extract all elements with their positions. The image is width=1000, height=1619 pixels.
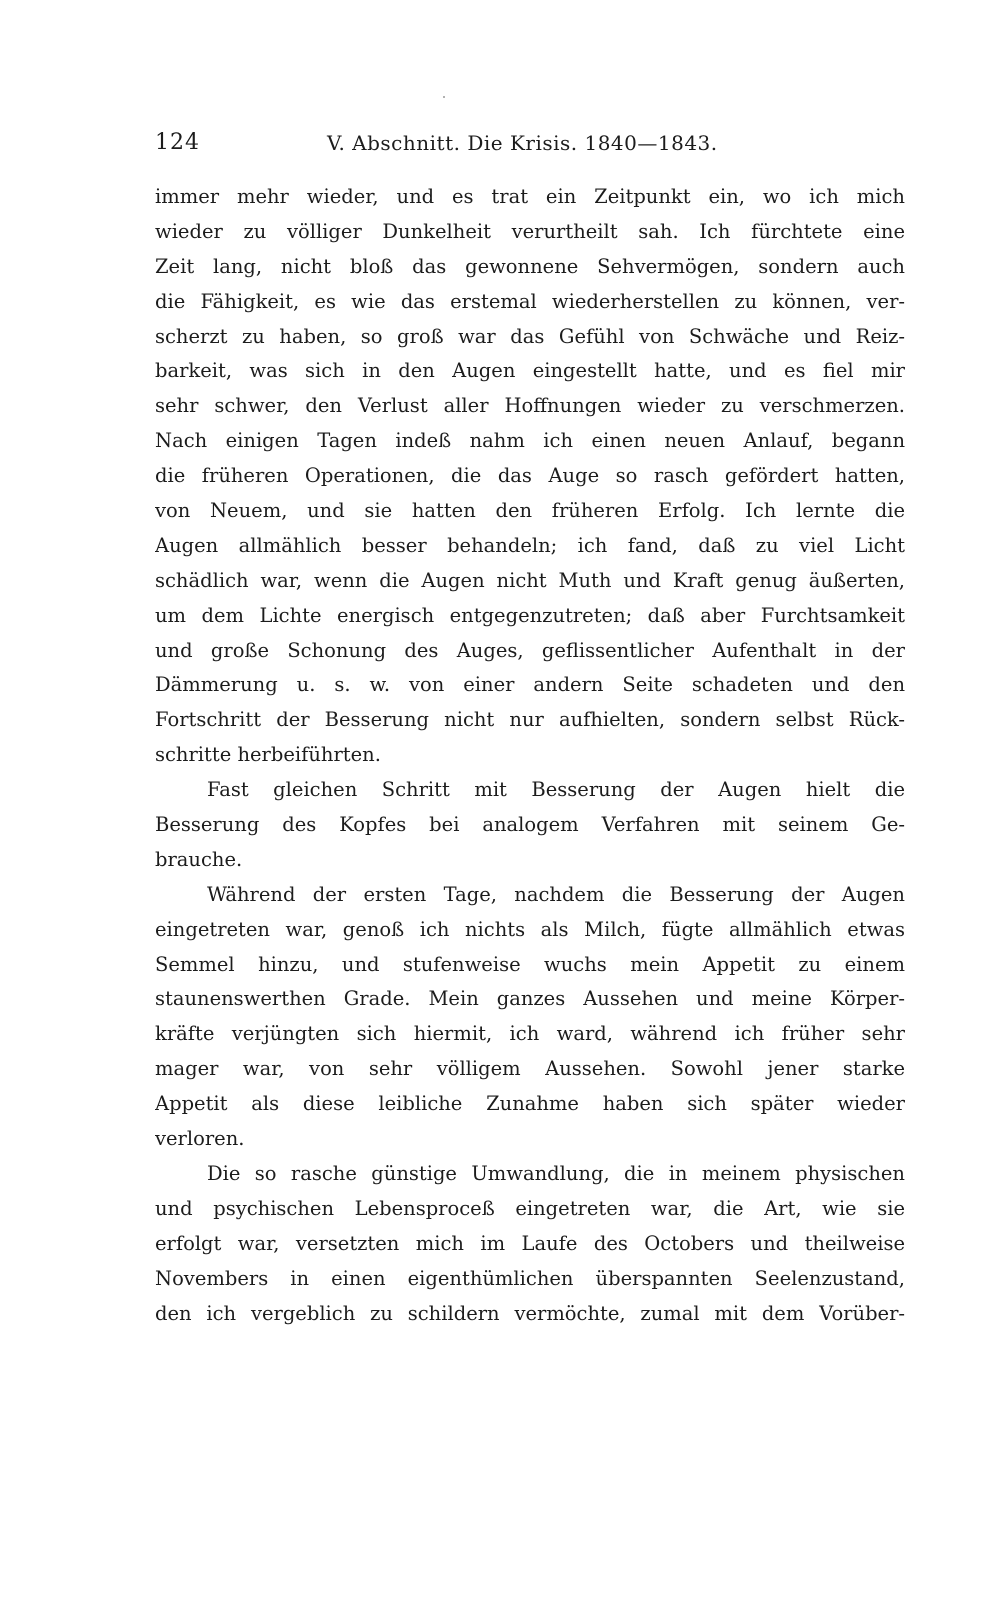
paragraph-end-line: brauche. [155,847,243,871]
text-line: den ich vergeblich zu schildern vermöchte, zumal mit dem Vorüber- [155,1301,905,1325]
text-line: Besserung des Kopfes bei analogem Verfahren mit seinem Ge- [155,813,905,837]
text-line: um dem Lichte energisch entgegenzutreten; daß aber Furchtsamkeit [155,603,905,627]
paragraph-start-line: Die so rasche günstige Umwandlung, die in meinem physischen [207,1161,905,1185]
text-line: die früheren Operationen, die das Auge so rasch gefördert hatten, [155,464,905,488]
paragraph-end-line: schritte herbeiführten. [155,743,381,767]
text-line: sehr schwer, den Verlust aller Hoffnungen wieder zu verschmerzen. [155,394,905,418]
text-line: barkeit, was sich in den Augen eingestellt hatte, und es fiel mir [155,359,905,383]
text-line: eingetreten war, genoß ich nichts als Milch, fügte allmählich etwas [155,917,905,941]
text-line: mager war, von sehr völligem Aussehen. Sowohl jener starke [155,1057,905,1081]
text-line: und große Schonung des Auges, geflissentlicher Aufenthalt in der [155,638,905,662]
text-line: Novembers in einen eigenthümlichen überspannten Seelenzustand, [155,1266,905,1290]
paper-speck [443,96,445,98]
paragraph-start-line: Fast gleichen Schritt mit Besserung der Augen hielt die [207,778,905,802]
text-line: von Neuem, und sie hatten den früheren Erfolg. Ich lernte die [155,499,905,523]
paragraph-start-line: Während der ersten Tage, nachdem die Besserung der Augen [207,882,905,906]
text-line: Zeit lang, nicht bloß das gewonnene Sehvermögen, sondern auch [155,254,905,278]
text-line: Appetit als diese leibliche Zunahme haben sich später wieder [155,1092,905,1116]
text-line: schädlich war, wenn die Augen nicht Muth und Kraft genug äußerten, [155,568,905,592]
text-line: und psychischen Lebensproceß eingetreten war, die Art, wie sie [155,1196,905,1220]
text-line: scherzt zu haben, so groß war das Gefühl von Schwäche und Reiz- [155,324,905,348]
paragraph-end-line: verloren. [155,1127,245,1151]
text-line: staunenswerthen Grade. Mein ganzes Aussehen und meine Körper- [155,987,905,1011]
page-header [155,128,905,158]
running-head: V. Abschnitt. Die Krisis. 1840—1843. [327,131,718,155]
text-line: kräfte verjüngten sich hiermit, ich ward, während ich früher sehr [155,1022,905,1046]
text-line: erfolgt war, versetzten mich im Laufe des Octobers und theilweise [155,1231,905,1255]
text-line: Semmel hinzu, und stufenweise wuchs mein Appetit zu einem [155,952,905,976]
text-line: Nach einigen Tagen indeß nahm ich einen neuen Anlauf, begann [155,429,905,453]
text-line: Augen allmählich besser behandeln; ich fand, daß zu viel Licht [155,533,905,557]
page-number: 124 [155,130,200,155]
text-line: immer mehr wieder, und es trat ein Zeitpunkt ein, wo ich mich [155,185,905,208]
text-line: wieder zu völliger Dunkelheit verurtheilt sah. Ich fürchtete eine [155,219,905,243]
text-line: Fortschritt der Besserung nicht nur aufhielten, sondern selbst Rück- [155,708,905,732]
text-line: die Fähigkeit, es wie das erstemal wiederherstellen zu können, ver- [155,289,905,313]
text-line: Dämmerung u. s. w. von einer andern Seite schadeten und den [155,673,905,697]
body-text [155,180,905,1331]
